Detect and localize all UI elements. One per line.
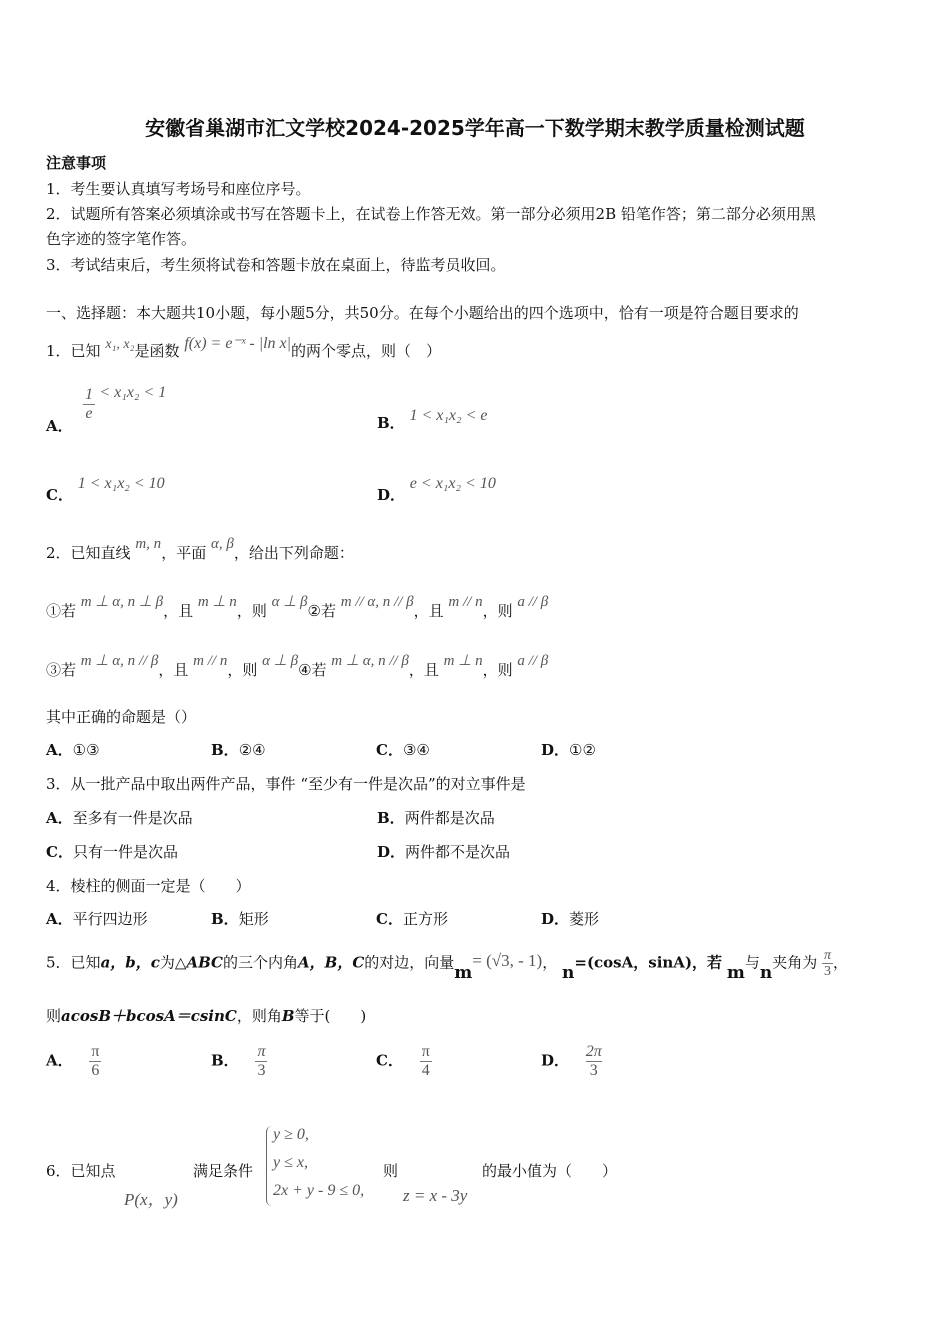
- q5-comma: ，: [542, 953, 558, 972]
- q5-equation: acosB＋bcosA＝csinC: [61, 1007, 237, 1025]
- q2-p3-mark: ③若: [46, 661, 77, 679]
- q2-p2-c1: m // α, n // β: [340, 594, 414, 610]
- q5-stem-line-2: [46, 1005, 366, 1026]
- q1-option-d[interactable]: [377, 472, 496, 504]
- q2-option-b-text: ②④: [238, 741, 266, 759]
- q3-option-a-label: A．: [46, 809, 73, 827]
- q2-option-d-label: D．: [541, 741, 570, 759]
- q5-line2c: 等于( ): [294, 1007, 367, 1025]
- q4-option-c[interactable]: [376, 908, 448, 929]
- q1-option-d-text: e < x₁x₂ < 10: [409, 475, 496, 492]
- q2-p1-c2: m ⊥ n: [197, 594, 237, 610]
- q2-props-row-2: [46, 653, 549, 680]
- q3-stem: 3．从一批产品中取出两件产品，事件 “至少有一件是次品”的对立事件是: [46, 775, 526, 793]
- q6-num-t1: [46, 1160, 116, 1181]
- q5-option-c-label: C．: [376, 1051, 403, 1070]
- q2-p1-then: ，则: [236, 602, 267, 620]
- q5-angle-num: π: [824, 948, 832, 963]
- q5-line2b: ，则角: [236, 1007, 282, 1025]
- q1-option-c[interactable]: [46, 472, 165, 504]
- q5-option-c[interactable]: [376, 1043, 432, 1080]
- q1-option-a-num: 1: [84, 386, 93, 403]
- q2-planes: α, β: [210, 536, 234, 552]
- q5-option-b-num: π: [257, 1043, 266, 1060]
- q2-p1-mark: ①若: [46, 602, 77, 620]
- q1-option-a-den: e: [85, 405, 93, 422]
- q2-option-b-label: B．: [211, 741, 239, 759]
- q2-question: 其中正确的命题是（）: [46, 708, 197, 726]
- q5-angles: A，B，C: [298, 953, 365, 972]
- q2-p2-then: ，则: [482, 602, 513, 620]
- q5-t2: 为△: [159, 953, 187, 972]
- q2-option-c-text: ③④: [402, 741, 430, 759]
- q1-var: x₁, x₂: [105, 337, 135, 352]
- q5-m-value: = (√3, - 1): [472, 950, 543, 970]
- q5-stem: [46, 948, 849, 983]
- q3-option-b-text: 两件都是次品: [404, 809, 495, 827]
- q5-option-a-label: A．: [46, 1051, 73, 1070]
- q5-option-c-den: 4: [421, 1062, 430, 1079]
- q1-option-b-label: B．: [377, 414, 405, 432]
- q4-stem: 4．棱柱的侧面一定是（ ）: [46, 877, 251, 895]
- q5-n-value: =(cosA，sinA)，若: [574, 953, 723, 972]
- q2-stem: [46, 536, 354, 563]
- q3-option-d-text: 两件都不是次品: [405, 843, 511, 861]
- q1-func: f(x) = e⁻ˣ - |ln x|: [184, 335, 292, 352]
- q2-p4-and: ，且: [408, 661, 439, 679]
- q5-option-b-frac: [255, 1043, 267, 1080]
- q5-vec-m2: m: [726, 962, 745, 983]
- q5-vec-n: n: [562, 962, 575, 983]
- q2-t1: 已知直线: [70, 544, 131, 562]
- q6-cond-3: 2x + y - 9 ≤ 0,: [273, 1182, 365, 1199]
- q1-t2: 是函数: [134, 342, 180, 360]
- q6-t4: 的最小值为（ ）: [482, 1162, 618, 1180]
- q6-t1: 已知点: [70, 1162, 116, 1180]
- q3-option-c[interactable]: [46, 841, 178, 862]
- q3-option-b[interactable]: [377, 807, 495, 828]
- q6-cond-1: y ≥ 0,: [273, 1126, 309, 1143]
- q2-option-b[interactable]: [211, 739, 266, 760]
- q5-option-d-label: D．: [541, 1051, 570, 1070]
- q1-option-a-frac: [83, 386, 94, 423]
- q5-option-a-den: 6: [91, 1062, 100, 1079]
- q6-objective: z = x - 3y: [403, 1186, 468, 1205]
- page-title: 安徽省巢湖市汇文学校2024-2025学年高一下数学期末教学质量检测试题: [145, 116, 805, 140]
- q4-option-a-label: A．: [46, 910, 73, 928]
- q2-p3-r: α ⊥ β: [262, 653, 299, 669]
- q2-option-c-label: C．: [376, 741, 403, 759]
- q2-p3-then: ，则: [227, 661, 258, 679]
- q5-t7: ，: [833, 953, 849, 972]
- q1-t1: 已知: [70, 342, 101, 360]
- q4-option-d[interactable]: [541, 908, 599, 929]
- q4-option-d-label: D．: [541, 910, 570, 928]
- q2-t3: ，给出下列命题：: [233, 544, 354, 562]
- q1-option-a-label: A．: [46, 416, 73, 435]
- q2-p1-c1: m ⊥ α, n ⊥ β: [80, 594, 164, 610]
- q5-option-a-num: π: [91, 1043, 100, 1060]
- q1-num: 1．: [46, 342, 71, 360]
- notice-item-1: 1．考生要认真填写考场号和座位序号。: [46, 180, 311, 198]
- q3-option-d[interactable]: [377, 841, 510, 862]
- q5-line2a: 则: [46, 1007, 62, 1025]
- q3-option-b-label: B．: [377, 809, 405, 827]
- q3-option-a[interactable]: [46, 807, 193, 828]
- q2-p2-c2: m // n: [448, 594, 483, 610]
- q2-p2-r: a // β: [517, 594, 549, 610]
- q4-option-d-text: 菱形: [569, 910, 600, 928]
- q5-angle-b: B: [281, 1007, 295, 1025]
- notice-item-2-cont: 色字迹的签字笔作答。: [46, 230, 197, 248]
- q2-p1-and: ，且: [163, 602, 194, 620]
- q5-t4: 的对边，向量: [364, 953, 455, 972]
- q4-option-c-label: C．: [376, 910, 403, 928]
- q5-tri: ABC: [186, 953, 223, 972]
- q3-option-c-label: C．: [46, 843, 73, 861]
- q6-cond-2: y ≤ x,: [273, 1154, 308, 1171]
- q4-option-a-text: 平行四边形: [72, 910, 148, 928]
- q2-option-a-text: ①③: [72, 741, 100, 759]
- q2-p3-c2: m // n: [193, 653, 228, 669]
- q5-option-b-label: B．: [211, 1051, 239, 1070]
- notice-heading: 注意事项: [46, 154, 107, 172]
- q2-lines: m, n: [135, 536, 162, 552]
- q6-t3: 则: [383, 1162, 399, 1180]
- q6-t2: 满足条件: [193, 1162, 254, 1180]
- q5-option-a[interactable]: [46, 1043, 101, 1080]
- section-heading: 一、选择题：本大题共10小题，每小题5分，共50分。在每个小题给出的四个选项中，恰有一项是符合题目要求的: [46, 304, 799, 322]
- q1-stem: [46, 335, 442, 361]
- q2-p1-r: α ⊥ β: [271, 594, 308, 610]
- q1-option-b-text: 1 < x₁x₂ < e: [409, 407, 488, 424]
- q2-p3-and: ，且: [158, 661, 189, 679]
- q4-option-c-text: 正方形: [402, 910, 448, 928]
- q5-option-c-frac: [420, 1043, 432, 1080]
- q5-option-c-num: π: [421, 1043, 430, 1060]
- q5-angle-den: 3: [824, 964, 832, 979]
- q3-option-d-label: D．: [377, 843, 406, 861]
- q2-option-d-text: ①②: [569, 741, 596, 759]
- q5-angle-frac: [822, 948, 833, 979]
- q5-t1: 已知: [70, 953, 101, 972]
- q1-option-c-text: 1 < x₁x₂ < 10: [77, 475, 165, 492]
- q2-option-c[interactable]: [376, 739, 430, 760]
- q5-t6: 夹角为: [772, 953, 818, 972]
- q5-option-a-frac: [89, 1043, 101, 1080]
- q2-p4-then: ，则: [482, 661, 513, 679]
- q6-num: 6．: [46, 1162, 71, 1180]
- q2-p2-and: ，且: [413, 602, 444, 620]
- notice-item-2: 2．试题所有答案必须填涂或书写在答题卡上，在试卷上作答无效。第一部分必须用2B 铅笔作答；第二部分必须用黑: [46, 205, 816, 223]
- q4-option-b-text: 矩形: [238, 910, 269, 928]
- q4-option-a[interactable]: [46, 908, 148, 929]
- q2-p4-r: a // β: [517, 653, 549, 669]
- q2-option-d[interactable]: [541, 739, 596, 760]
- q2-p3-c1: m ⊥ α, n // β: [80, 653, 159, 669]
- q1-option-c-label: C．: [46, 486, 73, 504]
- q2-option-a-label: A．: [46, 741, 73, 759]
- q5-option-d-num: 2π: [585, 1043, 602, 1060]
- q5-num: 5．: [46, 953, 71, 972]
- q5-option-b-den: 3: [257, 1062, 266, 1079]
- q1-option-a-post: < x₁x₂ < 1: [99, 383, 167, 401]
- q5-t3: 的三个内角: [223, 953, 299, 972]
- q5-vec-n2: n: [759, 962, 773, 983]
- q5-option-b[interactable]: [211, 1043, 267, 1080]
- q5-option-d[interactable]: [541, 1043, 602, 1080]
- notice-item-3: 3．考试结束后，考生须将试卷和答题卡放在桌面上，待监考员收回。: [46, 256, 506, 274]
- q2-p4-c2: m ⊥ n: [443, 653, 483, 669]
- q2-p4-mark: ④若: [298, 661, 327, 679]
- q5-option-d-frac: [586, 1043, 602, 1080]
- q1-t3: 的两个零点，则（ ）: [291, 342, 442, 360]
- q4-option-b[interactable]: [211, 908, 269, 929]
- q2-p4-c1: m ⊥ α, n // β: [331, 653, 409, 669]
- q2-p2-mark: ②若: [307, 602, 336, 620]
- q2-t2: ，平面: [161, 544, 207, 562]
- q6-point: P(x，y): [124, 1190, 178, 1209]
- q3-option-c-text: 只有一件是次品: [72, 843, 178, 861]
- q2-option-a[interactable]: [46, 739, 100, 760]
- q3-option-a-text: 至多有一件是次品: [72, 809, 193, 827]
- q1-option-d-label: D．: [377, 486, 406, 504]
- q5-option-d-den: 3: [586, 1061, 602, 1080]
- q6-brace: [266, 1126, 273, 1206]
- q2-props-row-1: [46, 594, 549, 621]
- q2-num: 2．: [46, 544, 71, 562]
- q5-vec-m: m: [454, 962, 473, 983]
- q5-abc: a，b，c: [100, 953, 160, 972]
- q1-option-a[interactable]: [46, 383, 167, 435]
- q4-option-b-label: B．: [211, 910, 239, 928]
- q1-option-b[interactable]: [377, 407, 488, 432]
- q5-t5: 与: [744, 953, 760, 972]
